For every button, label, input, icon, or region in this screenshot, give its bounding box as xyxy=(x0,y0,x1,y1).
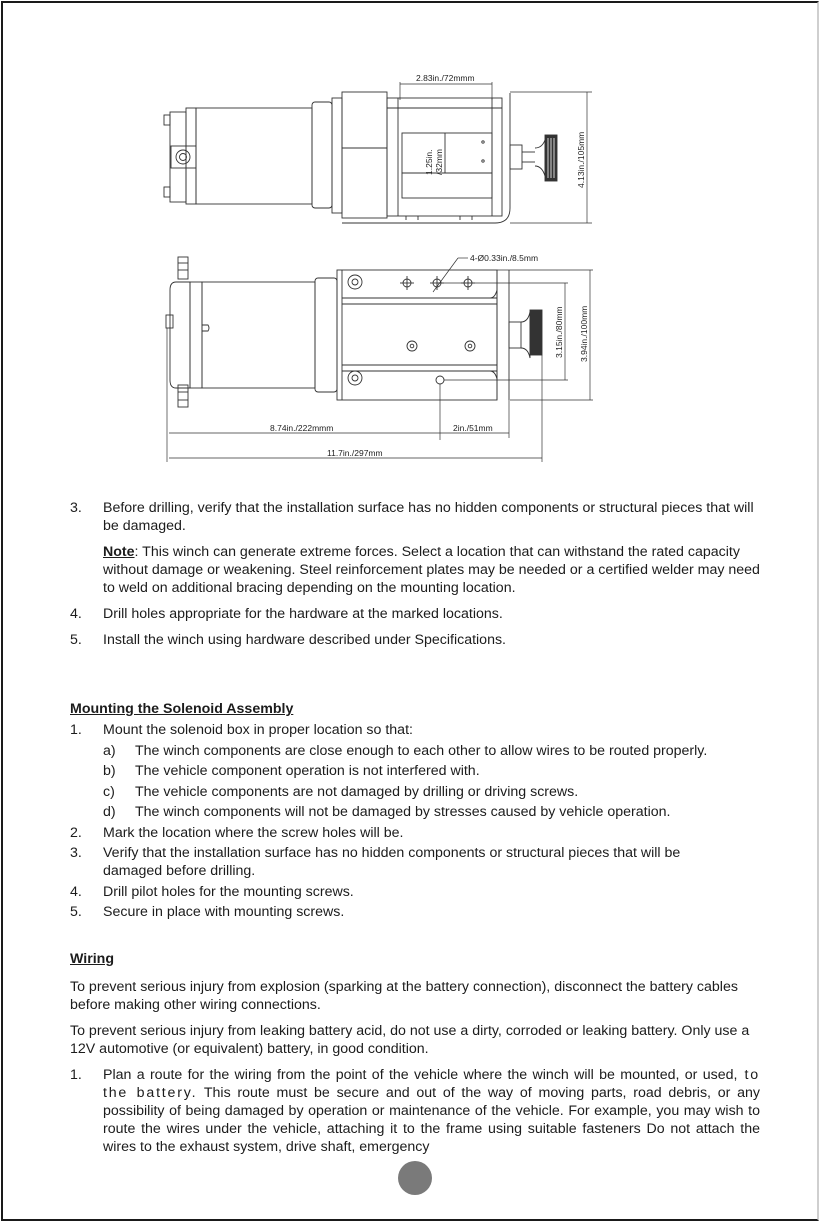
drum xyxy=(402,133,492,173)
step-text: Mount the solenoid box in proper location so that: xyxy=(103,722,413,738)
step-text: Drill holes appropriate for the hardware at the marked locations. xyxy=(103,606,503,622)
step-text: Secure in place with mounting screws. xyxy=(103,904,345,920)
step-number: 3. xyxy=(70,845,82,861)
note-text: : This winch can generate extreme forces. Select a location that can withstand the rated capacity without damage or weakening. Steel reinforcement plates may be needed or a certified welder may need to weld on additional bracing depending on the mounting location. xyxy=(103,544,760,596)
note-paragraph xyxy=(70,543,760,597)
step-text-part-b: This route must be secure and out of the way of moving parts, road debris, or any possibility of being damaged by operation or maintenance of the vehicle. For example, you may wish to route the wires under the vehicle, attaching it to the frame using suitable fasteners Do not attach the wires to the exhaust system, drive shaft, emergency xyxy=(103,1085,761,1155)
solenoid-substep-a xyxy=(70,742,760,760)
step-number: 5. xyxy=(70,904,82,920)
motor-flange xyxy=(190,282,202,388)
step-text: The winch components will not be damaged by stresses caused by vehicle operation. xyxy=(135,804,671,820)
motor-body xyxy=(202,282,315,388)
terminal-nut-inner xyxy=(180,154,187,161)
gear-housing-plate xyxy=(332,98,342,213)
winch-frame xyxy=(337,270,497,400)
terminal-nut-outer xyxy=(176,150,190,164)
output-shaft-hub xyxy=(509,322,521,348)
solenoid-step-1 xyxy=(70,721,760,739)
page-number-marker xyxy=(398,1161,432,1195)
solenoid-substep-c xyxy=(70,783,760,801)
hole-size-label: 4-Ø0.33in./8.5mm xyxy=(470,253,539,263)
solenoid-section xyxy=(70,700,760,921)
motor-body xyxy=(196,108,312,204)
height-label: 4.13in./105mm xyxy=(576,131,586,188)
solenoid-step-2 xyxy=(70,824,760,842)
drum-diameter-label-1: 1.25in. xyxy=(424,149,434,175)
step-number: 2. xyxy=(70,824,82,841)
step-number: 4. xyxy=(70,883,82,900)
step-text: Drill pilot holes for the mounting screws. xyxy=(103,883,354,900)
motor-end-cap xyxy=(170,112,186,202)
wiring-warning-explosion: To prevent serious injury from explosion (sparking at the battery connection), disconnect the battery cables before making other wiring connections. xyxy=(70,979,738,1013)
ground-stud xyxy=(166,315,173,328)
step-text: The vehicle components are not damaged by drilling or driving screws. xyxy=(135,783,579,800)
step-text: Verify that the installation surface has no hidden components or structural pieces that will be damaged before drilling. xyxy=(103,845,681,879)
clutch-housing xyxy=(342,92,387,148)
step-number: b) xyxy=(103,763,116,779)
gear-housing-ring xyxy=(315,278,337,392)
step-text: Install the winch using hardware described under Specifications. xyxy=(103,632,506,648)
step-number: 3. xyxy=(70,500,82,516)
overall-length-label: 11.7in./297mm xyxy=(327,448,383,458)
winch-mounting-steps xyxy=(70,499,760,649)
step-text: The winch components are close enough to each other to allow wires to be routed properly. xyxy=(135,742,708,759)
step-4 xyxy=(70,605,760,623)
gear-housing-lower xyxy=(342,148,387,218)
output-shaft-hub xyxy=(510,145,522,169)
gear-housing-ring xyxy=(312,102,332,208)
step-text-spaced: to the battery. xyxy=(103,1067,760,1101)
solenoid-step-3 xyxy=(70,844,760,880)
step-number: 4. xyxy=(70,606,82,622)
terminal-stud-top xyxy=(178,257,188,279)
terminal-box xyxy=(171,146,196,168)
step-number: d) xyxy=(103,804,116,820)
drum-diameter-label-2: /32mm xyxy=(434,149,444,175)
motor-flange xyxy=(186,108,196,204)
frame-bolt-top xyxy=(348,275,362,289)
solenoid-step-4 xyxy=(70,883,760,901)
winch-top-view xyxy=(164,82,592,223)
step-number: 1. xyxy=(70,722,82,738)
wiring-heading: Wiring xyxy=(70,951,115,967)
wiring-warning-acid: To prevent serious injury from leaking battery acid, do not use a dirty, corroded or leaking battery. Only use a 12V automotive (or equivalent) battery, in good condition. xyxy=(70,1023,750,1057)
outer-bolt-spacing-label: 3.94in./100mm xyxy=(579,305,589,362)
terminal-bolt-top xyxy=(164,115,170,125)
inner-bolt-spacing-label: 3.15in./80mm xyxy=(554,306,564,358)
step-text: The vehicle component operation is not interfered with. xyxy=(135,763,480,779)
step-number: c) xyxy=(103,783,115,800)
free-spool-knob-neck xyxy=(535,140,545,176)
mounting-holes xyxy=(400,276,475,384)
step-5 xyxy=(70,631,760,649)
step-number: 1. xyxy=(70,1067,82,1083)
frame-bolt-bottom xyxy=(348,371,362,385)
free-spool-knob xyxy=(530,310,542,355)
wiring-section xyxy=(70,950,760,1156)
motor-to-hole-label: 8.74in./222mmm xyxy=(270,423,334,433)
drum-width-label: 2.83in./72mmm xyxy=(416,73,475,83)
solenoid-substep-d xyxy=(70,803,760,821)
winch-bottom-view xyxy=(166,257,593,462)
solenoid-substep-b xyxy=(70,762,760,780)
terminal-bolt-bottom xyxy=(164,187,170,197)
step-number: a) xyxy=(103,742,116,759)
step-text-part-a: Plan a route for the wiring from the point of the vehicle where the winch will be mounted, or used, xyxy=(103,1067,738,1083)
motor-end-cap xyxy=(170,282,190,388)
solenoid-step-5 xyxy=(70,903,760,921)
winch-dimension-diagram xyxy=(150,60,610,470)
step-number: 5. xyxy=(70,632,82,648)
wiring-step-1 xyxy=(70,1066,760,1156)
solenoid-heading: Mounting the Solenoid Assembly xyxy=(70,701,294,717)
step-text: Before drilling, verify that the installation surface has no hidden components or structural pieces that will be damaged. xyxy=(103,500,754,534)
step-text: Mark the location where the screw holes will be. xyxy=(103,824,404,841)
note-label: Note xyxy=(103,544,135,560)
step-3 xyxy=(70,499,760,535)
hole-to-end-label: 2in./51mm xyxy=(453,423,493,433)
